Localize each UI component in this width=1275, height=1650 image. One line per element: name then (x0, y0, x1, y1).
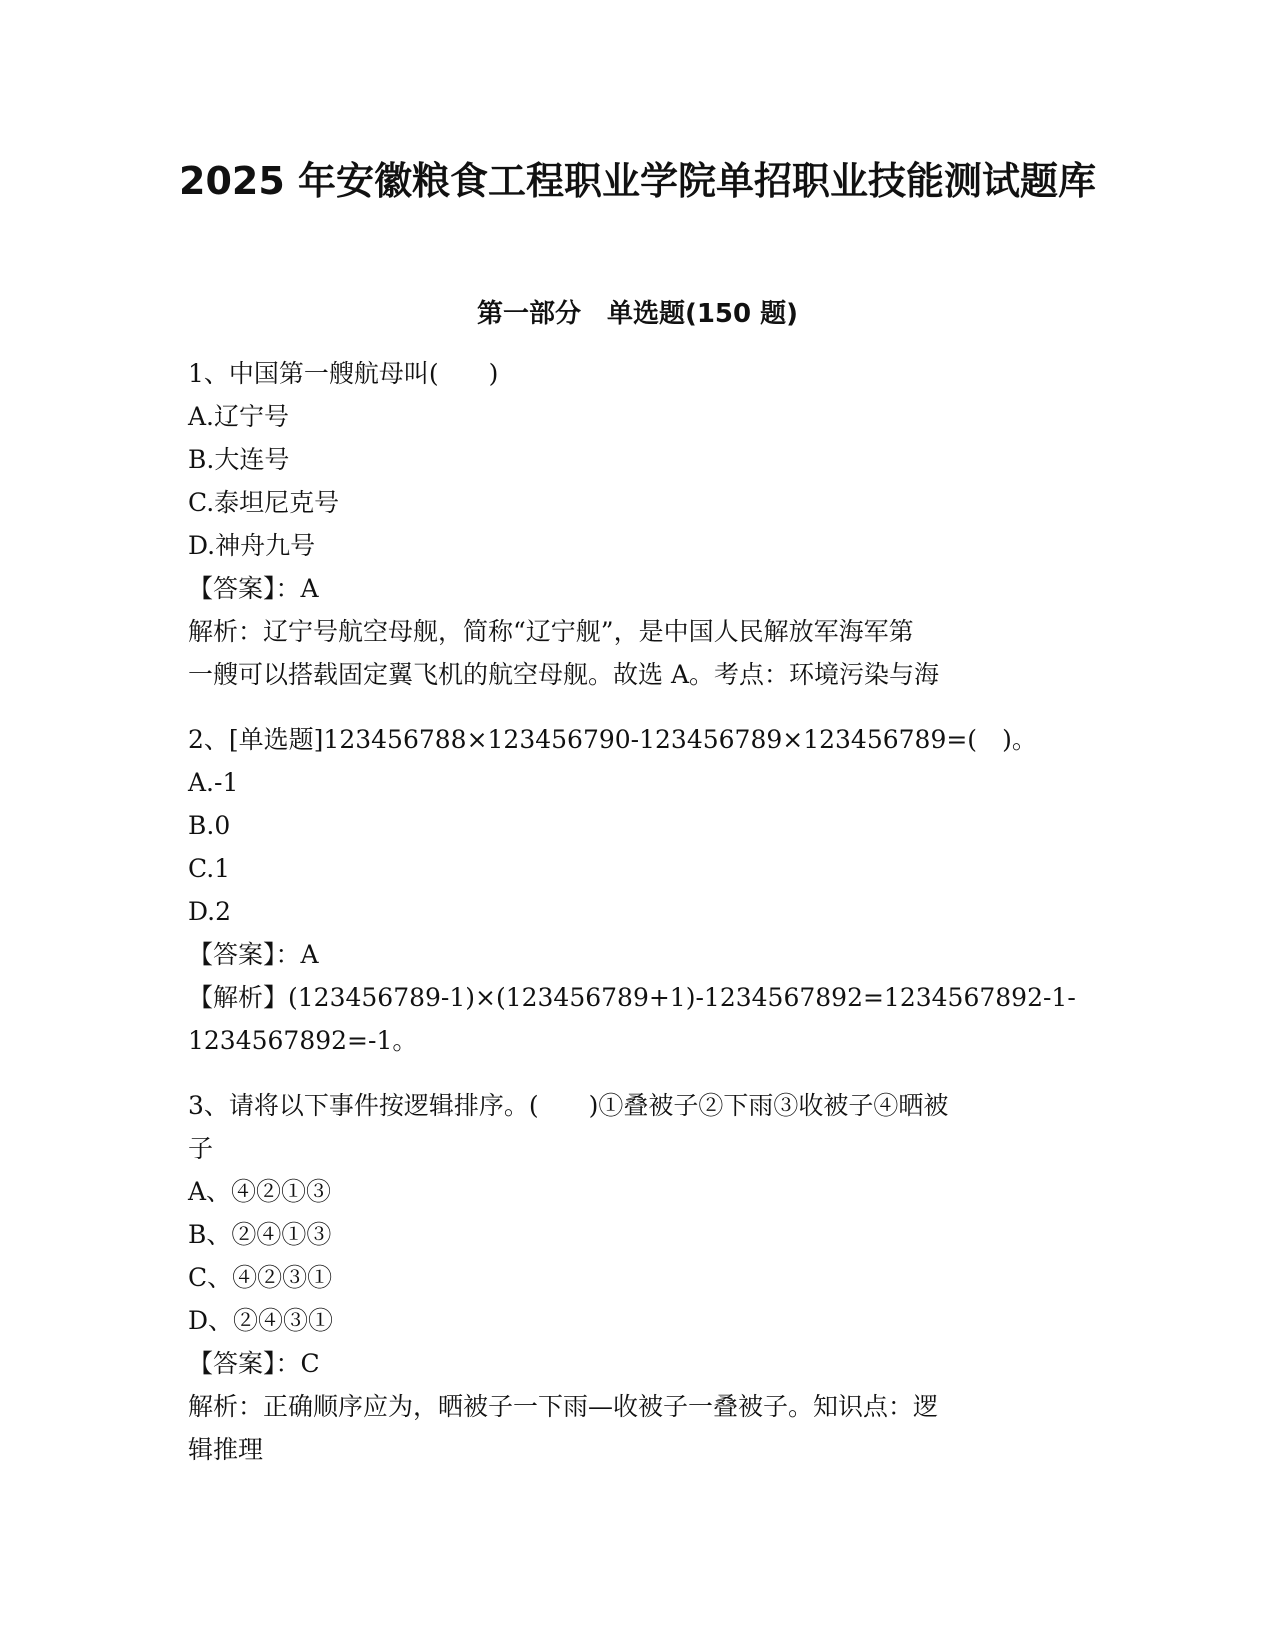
explanation-line: 解析：正确顺序应为，晒被子一下雨—收被子一叠被子。知识点：逻 (188, 1392, 939, 1421)
option-b: B.大连号 (188, 445, 290, 474)
explanation-line: 辑推理 (188, 1435, 264, 1464)
option-d: D、②④③① (188, 1306, 334, 1335)
explanation-line: 一艘可以搭载固定翼飞机的航空母舰。故选 A。考点：环境污染与海 (188, 660, 940, 689)
option-a: A、④②①③ (188, 1177, 332, 1206)
option-d: D.神舟九号 (188, 531, 316, 560)
question-stem: 3、请将以下事件按逻辑排序。( )①叠被子②下雨③收被子④晒被 (188, 1091, 949, 1120)
question-stem: 2、[单选题]123456788×123456790-123456789×123456789=( )。 (188, 725, 1037, 754)
answer-line: 【答案】：A (188, 574, 319, 603)
question-block (188, 1084, 1068, 1471)
question-stem: 1、中国第一艘航母叫( ) (188, 359, 499, 388)
option-b: B、②④①③ (188, 1220, 332, 1249)
question-block (188, 352, 1068, 696)
explanation-line: 【解析】(123456789-1)×(123456789+1)-1234567892=1234567892-1- (188, 983, 1076, 1012)
answer-line: 【答案】：C (188, 1349, 320, 1378)
option-a: A.辽宁号 (188, 402, 290, 431)
option-c: C.1 (188, 854, 231, 883)
explanation-line: 解析：辽宁号航空母舰，简称“辽宁舰”，是中国人民解放军海军第 (188, 617, 914, 646)
question-list (188, 352, 1076, 1471)
option-c: C.泰坦尼克号 (188, 488, 340, 517)
explanation-line: 1234567892=-1。 (188, 1026, 418, 1055)
question-block (188, 718, 1076, 1062)
option-b: B.0 (188, 811, 231, 840)
answer-line: 【答案】：A (188, 940, 319, 969)
option-d: D.2 (188, 897, 232, 926)
option-a: A.-1 (188, 768, 239, 797)
option-c: C、④②③① (188, 1263, 333, 1292)
section-heading: 第一部分 单选题(150 题) (476, 299, 799, 329)
document-title: 2025 年安徽粮食工程职业学院单招职业技能测试题库 (179, 159, 1096, 203)
question-stem-continued: 子 (188, 1134, 214, 1163)
